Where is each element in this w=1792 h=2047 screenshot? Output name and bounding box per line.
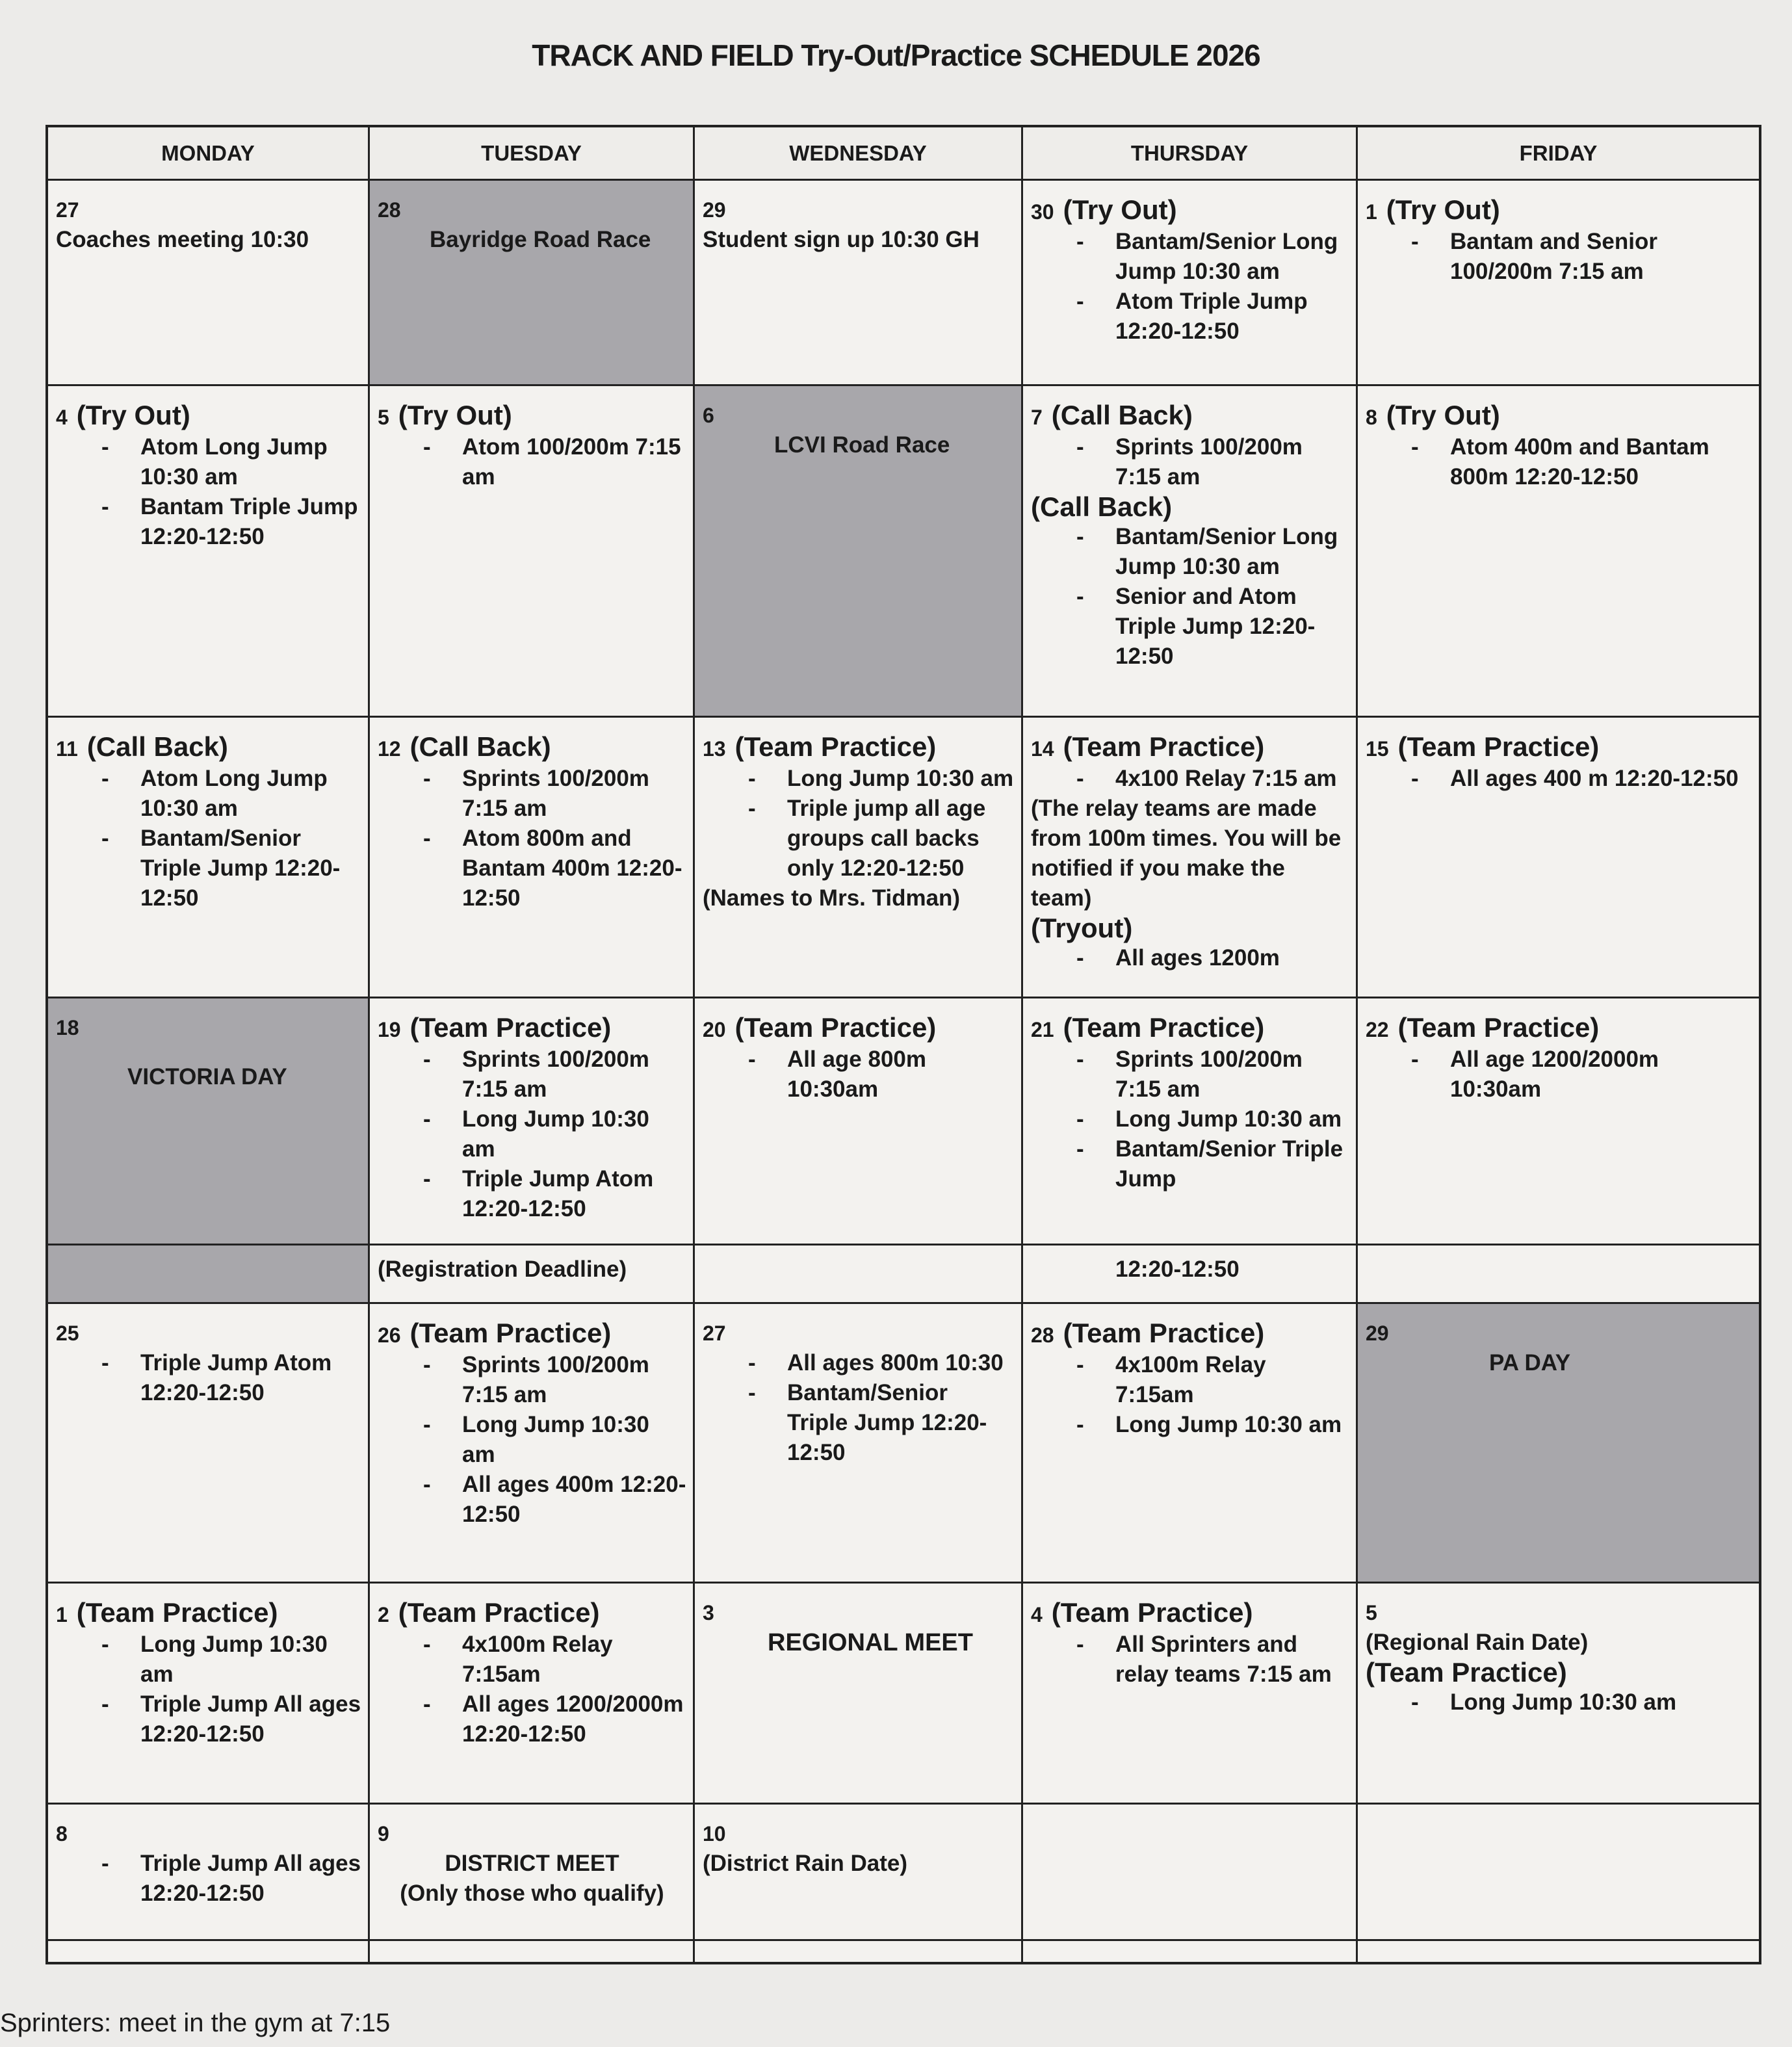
list-item: - All age 800m 10:30am bbox=[748, 1045, 1015, 1104]
event-heading: (Tryout) bbox=[1031, 913, 1133, 943]
day-number: 13 bbox=[703, 737, 726, 761]
event-note: (Names to Mrs. Tidman) bbox=[703, 885, 961, 911]
event-heading: (Team Practice) bbox=[409, 1012, 612, 1043]
event-text: VICTORIA DAY bbox=[127, 1064, 287, 1089]
day-number: 1 bbox=[56, 1603, 68, 1626]
event-text: Student sign up 10:30 GH bbox=[703, 227, 980, 252]
continuation-cell bbox=[1023, 1245, 1358, 1304]
event-note: (The relay teams are made from 100m times. You will be notified if you make the team) bbox=[1031, 796, 1342, 911]
day-cell bbox=[370, 1805, 695, 1941]
event-text: REGIONAL MEET bbox=[768, 1629, 973, 1656]
event-list bbox=[56, 764, 361, 913]
day-cell bbox=[48, 1805, 370, 1941]
continuation-cell bbox=[48, 1245, 370, 1304]
day-number: 8 bbox=[56, 1822, 68, 1845]
day-cell bbox=[1023, 718, 1358, 998]
event-list bbox=[1366, 1045, 1752, 1104]
event-text: Bayridge Road Race bbox=[430, 227, 651, 252]
list-item: - Triple Jump All ages 12:20-12:50 bbox=[101, 1689, 361, 1749]
day-cell bbox=[1023, 1805, 1358, 1941]
event-heading: (Team Practice) bbox=[1051, 1597, 1253, 1628]
event-list bbox=[703, 764, 1015, 883]
list-item: - Sprints 100/200m 7:15 am bbox=[423, 764, 686, 824]
day-cell bbox=[1023, 181, 1358, 386]
list-item: - Atom Long Jump 10:30 am bbox=[101, 432, 361, 492]
list-item: - Triple Jump Atom 12:20-12:50 bbox=[423, 1164, 686, 1224]
event-note: (District Rain Date) bbox=[703, 1851, 908, 1876]
day-number: 12 bbox=[378, 737, 401, 761]
event-heading: (Call Back) bbox=[1051, 400, 1193, 430]
day-number: 3 bbox=[703, 1601, 714, 1624]
event-note: (Regional Rain Date) bbox=[1366, 1630, 1589, 1655]
day-cell bbox=[1023, 998, 1358, 1245]
day-cell bbox=[1358, 1304, 1759, 1584]
event-list bbox=[1031, 432, 1349, 492]
day-cell bbox=[695, 181, 1023, 386]
day-cell bbox=[1023, 1584, 1358, 1805]
list-item: - Triple jump all age groups call backs only 12:20-12:50 bbox=[748, 794, 1015, 883]
day-number: 2 bbox=[378, 1603, 389, 1626]
event-list bbox=[1031, 522, 1349, 671]
header-monday: MONDAY bbox=[48, 127, 370, 181]
event-list bbox=[56, 1630, 361, 1749]
day-number: 20 bbox=[703, 1018, 726, 1041]
day-number: 9 bbox=[378, 1822, 389, 1845]
list-item: - Long Jump 10:30 am bbox=[101, 1630, 361, 1689]
list-item: - Bantam/Senior Triple Jump 12:20-12:50 bbox=[101, 824, 361, 913]
list-item: - Long Jump 10:30 am bbox=[423, 1410, 686, 1470]
event-list bbox=[1031, 227, 1349, 346]
day-cell bbox=[1358, 998, 1759, 1245]
day-number: 6 bbox=[703, 404, 714, 427]
list-item: - All ages 1200/2000m 12:20-12:50 bbox=[423, 1689, 686, 1749]
event-text: (Registration Deadline) bbox=[378, 1257, 627, 1282]
day-cell bbox=[695, 1805, 1023, 1941]
day-cell bbox=[48, 181, 370, 386]
day-cell bbox=[370, 998, 695, 1245]
day-cell bbox=[695, 1304, 1023, 1584]
list-item: - Senior and Atom Triple Jump 12:20-12:50 bbox=[1076, 582, 1349, 671]
event-list bbox=[378, 1045, 686, 1224]
event-list bbox=[703, 1348, 1015, 1468]
continuation-cell bbox=[370, 1245, 695, 1304]
list-item: - Bantam/Senior Triple Jump bbox=[1076, 1134, 1349, 1194]
list-item: - Atom Triple Jump 12:20-12:50 bbox=[1076, 287, 1349, 346]
event-heading: (Call Back) bbox=[409, 731, 551, 762]
event-list bbox=[378, 1630, 686, 1749]
list-item: - Atom Long Jump 10:30 am bbox=[101, 764, 361, 824]
day-number: 26 bbox=[378, 1323, 401, 1347]
event-list bbox=[56, 1348, 361, 1408]
day-cell bbox=[695, 998, 1023, 1245]
day-cell bbox=[48, 1584, 370, 1805]
event-heading: (Team Practice) bbox=[398, 1597, 600, 1628]
list-item: - All age 1200/2000m 10:30am bbox=[1411, 1045, 1752, 1104]
day-cell bbox=[695, 386, 1023, 718]
event-heading: (Team Practice) bbox=[1063, 1012, 1265, 1043]
event-text: Coaches meeting 10:30 bbox=[56, 227, 309, 252]
header-friday: FRIDAY bbox=[1358, 127, 1759, 181]
event-heading: (Team Practice) bbox=[1397, 731, 1600, 762]
event-text: 12:20-12:50 bbox=[1115, 1257, 1240, 1282]
event-text: LCVI Road Race bbox=[774, 432, 950, 458]
event-list bbox=[1366, 227, 1752, 287]
list-item: - 4x100m Relay 7:15am bbox=[423, 1630, 686, 1689]
day-cell bbox=[370, 1304, 695, 1584]
day-number: 11 bbox=[56, 737, 78, 761]
day-number: 5 bbox=[1366, 1601, 1377, 1624]
event-heading: (Team Practice) bbox=[734, 1012, 937, 1043]
list-item: - Long Jump 10:30 am bbox=[748, 764, 1015, 794]
event-heading: (Team Practice) bbox=[1397, 1012, 1600, 1043]
day-cell bbox=[1023, 386, 1358, 718]
event-heading: (Team Practice) bbox=[1063, 1318, 1265, 1348]
filler-cell bbox=[370, 1941, 695, 1962]
event-heading: (Team Practice) bbox=[1366, 1657, 1567, 1688]
day-number: 15 bbox=[1366, 737, 1389, 761]
day-number: 14 bbox=[1031, 737, 1054, 761]
list-item: - Bantam/Senior Triple Jump 12:20-12:50 bbox=[748, 1378, 1015, 1468]
day-cell bbox=[1358, 181, 1759, 386]
event-heading: (Call Back) bbox=[1031, 491, 1173, 522]
event-heading: (Call Back) bbox=[86, 731, 228, 762]
list-item: - Atom 400m and Bantam 800m 12:20-12:50 bbox=[1411, 432, 1752, 492]
day-number: 5 bbox=[378, 406, 389, 429]
filler-cell bbox=[1023, 1941, 1358, 1962]
list-item: - All ages 1200m bbox=[1076, 943, 1349, 973]
day-cell bbox=[1358, 386, 1759, 718]
event-list bbox=[1366, 764, 1752, 794]
day-cell bbox=[48, 386, 370, 718]
day-cell bbox=[48, 1304, 370, 1584]
event-list bbox=[378, 432, 686, 492]
header-wednesday: WEDNESDAY bbox=[695, 127, 1023, 181]
list-item: - Triple Jump All ages 12:20-12:50 bbox=[101, 1849, 361, 1909]
day-number: 21 bbox=[1031, 1018, 1054, 1041]
page-title: TRACK AND FIELD Try-Out/Practice SCHEDULE 2026 bbox=[532, 38, 1260, 72]
event-heading: (Try Out) bbox=[1386, 400, 1500, 430]
event-heading: (Try Out) bbox=[398, 400, 512, 430]
event-list bbox=[1031, 1350, 1349, 1440]
header-thursday: THURSDAY bbox=[1023, 127, 1358, 181]
day-number: 30 bbox=[1031, 200, 1054, 224]
event-heading: (Team Practice) bbox=[734, 731, 937, 762]
list-item: - Bantam and Senior 100/200m 7:15 am bbox=[1411, 227, 1752, 287]
list-item: - Triple Jump Atom 12:20-12:50 bbox=[101, 1348, 361, 1408]
event-list bbox=[1031, 943, 1349, 973]
list-item: - Bantam Triple Jump 12:20-12:50 bbox=[101, 492, 361, 552]
day-number: 25 bbox=[56, 1322, 79, 1345]
list-item: - Long Jump 10:30 am bbox=[423, 1104, 686, 1164]
day-cell bbox=[1358, 1584, 1759, 1805]
list-item: - All ages 400 m 12:20-12:50 bbox=[1411, 764, 1752, 794]
event-list bbox=[1031, 1045, 1349, 1194]
day-cell bbox=[695, 1584, 1023, 1805]
event-heading: (Team Practice) bbox=[409, 1318, 612, 1348]
day-cell bbox=[370, 718, 695, 998]
day-number: 8 bbox=[1366, 406, 1377, 429]
event-list bbox=[378, 764, 686, 913]
day-number: 7 bbox=[1031, 406, 1043, 429]
day-cell bbox=[370, 1584, 695, 1805]
filler-cell bbox=[695, 1941, 1023, 1962]
list-item: - Sprints 100/200m 7:15 am bbox=[1076, 432, 1349, 492]
day-cell bbox=[370, 386, 695, 718]
day-number: 10 bbox=[703, 1822, 726, 1845]
day-cell bbox=[1358, 1805, 1759, 1941]
event-heading: (Team Practice) bbox=[76, 1597, 278, 1628]
day-number: 29 bbox=[1366, 1322, 1389, 1345]
day-cell bbox=[370, 181, 695, 386]
list-item: - Sprints 100/200m 7:15 am bbox=[423, 1045, 686, 1104]
event-list bbox=[1366, 1688, 1752, 1717]
filler-cell bbox=[1358, 1941, 1759, 1962]
continuation-cell bbox=[695, 1245, 1023, 1304]
continuation-cell bbox=[1358, 1245, 1759, 1304]
list-item: - All ages 400m 12:20-12:50 bbox=[423, 1470, 686, 1530]
event-list bbox=[1366, 432, 1752, 492]
day-number: 1 bbox=[1366, 200, 1377, 224]
event-heading: (Try Out) bbox=[76, 400, 190, 430]
event-heading: (Try Out) bbox=[1386, 194, 1500, 225]
list-item: - Long Jump 10:30 am bbox=[1411, 1688, 1752, 1717]
day-number: 22 bbox=[1366, 1018, 1389, 1041]
event-heading: (Team Practice) bbox=[1063, 731, 1265, 762]
list-item: - Atom 800m and Bantam 400m 12:20-12:50 bbox=[423, 824, 686, 913]
event-list bbox=[56, 432, 361, 552]
day-number: 28 bbox=[1031, 1323, 1054, 1347]
day-cell bbox=[48, 718, 370, 998]
event-list bbox=[703, 1045, 1015, 1104]
list-item: - Sprints 100/200m 7:15 am bbox=[1076, 1045, 1349, 1104]
list-item: - All Sprinters and relay teams 7:15 am bbox=[1076, 1630, 1349, 1689]
event-text: PA DAY bbox=[1489, 1350, 1571, 1376]
list-item: - 4x100m Relay 7:15am bbox=[1076, 1350, 1349, 1410]
filler-cell bbox=[48, 1941, 370, 1962]
event-list bbox=[1031, 1630, 1349, 1689]
day-number: 4 bbox=[1031, 1603, 1043, 1626]
day-number: 4 bbox=[56, 406, 68, 429]
day-number: 28 bbox=[378, 198, 401, 222]
day-number: 19 bbox=[378, 1018, 401, 1041]
day-number: 27 bbox=[703, 1322, 726, 1345]
event-text: (Only those who qualify) bbox=[400, 1881, 664, 1906]
list-item: - 4x100 Relay 7:15 am bbox=[1076, 764, 1349, 794]
list-item: - Long Jump 10:30 am bbox=[1076, 1104, 1349, 1134]
day-cell bbox=[695, 718, 1023, 998]
day-cell bbox=[1358, 718, 1759, 998]
event-list bbox=[1031, 764, 1349, 794]
list-item: - Sprints 100/200m 7:15 am bbox=[423, 1350, 686, 1410]
day-cell bbox=[1023, 1304, 1358, 1584]
schedule-table bbox=[45, 125, 1761, 1964]
list-item: - All ages 800m 10:30 bbox=[748, 1348, 1015, 1378]
event-list bbox=[378, 1350, 686, 1530]
list-item: - Bantam/Senior Long Jump 10:30 am bbox=[1076, 522, 1349, 582]
day-cell bbox=[48, 998, 370, 1245]
event-list bbox=[56, 1849, 361, 1909]
event-text: DISTRICT MEET bbox=[445, 1851, 619, 1876]
day-number: 27 bbox=[56, 198, 79, 222]
day-number: 18 bbox=[56, 1016, 79, 1039]
header-tuesday: TUESDAY bbox=[370, 127, 695, 181]
list-item: - Bantam/Senior Long Jump 10:30 am bbox=[1076, 227, 1349, 287]
event-heading: (Try Out) bbox=[1063, 194, 1177, 225]
footer-note: Sprinters: meet in the gym at 7:15 bbox=[0, 2009, 391, 2037]
list-item: - Atom 100/200m 7:15 am bbox=[423, 432, 686, 492]
list-item: - Long Jump 10:30 am bbox=[1076, 1410, 1349, 1440]
day-number: 29 bbox=[703, 198, 726, 222]
